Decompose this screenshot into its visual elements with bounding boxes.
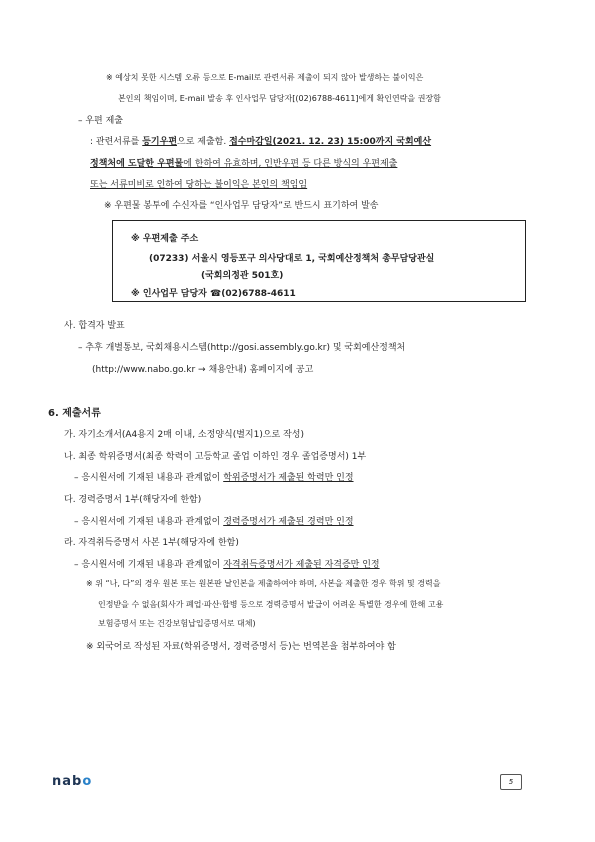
logo-text: nab: [52, 774, 83, 789]
mail-address-box: [112, 220, 526, 302]
doc-ga: 가. 자기소개서(A4용지 2매 이내, 소정양식(별지1)으로 작성): [64, 430, 304, 440]
doc-na: 나. 최종 학위증명서(최종 학력이 고등학교 졸업 이하인 경우 졸업증명서) 1부: [64, 452, 367, 462]
logo-o: o: [82, 774, 93, 789]
box-room: (국회의정관 501호): [201, 271, 284, 281]
doc-na-sub-a: – 응시원서에 기재된 내용과 관계없이: [74, 473, 224, 483]
doc-ra-sub-b: 자격취득증명서가 제출된 자격증만 인정: [223, 560, 380, 570]
email-note-line2: 본인의 책임이며, E-mail 발송 후 인사업무 담당자[(02)6788-4611]에게 확인연락을 권장함: [118, 94, 441, 103]
mail-line1-a: : 관련서류를: [90, 137, 143, 147]
doc-da-sub: [74, 514, 354, 527]
arrival-condition-text: 정책처에 도달한 우편물: [90, 159, 184, 169]
doc-note2: ※ 외국어로 작성된 자료(학위증명서, 경력증명서 등)는 번역본을 첨부하여야 함: [86, 642, 396, 652]
doc-ra: 라. 자격취득증명서 사본 1부(해당자에 한함): [64, 538, 239, 548]
nabo-logo: [52, 774, 92, 789]
doc-na-sub-b: 학위증명서가 제출된 학력만 인정: [223, 473, 354, 483]
section-sa-heading: 사. 합격자 발표: [64, 321, 125, 331]
box-line1: ※ 우편제출 주소: [131, 234, 199, 244]
doc-ra-sub-a: – 응시원서에 기재된 내용과 관계없이: [74, 560, 224, 570]
box-address: (07233) 서울시 영등포구 의사당대로 1, 국회예산정책처 총무담당관실: [149, 254, 435, 264]
registered-mail-text: 등기우편: [142, 137, 178, 147]
doc-note1-line2: 인정받을 수 없음(회사가 폐업·파산·합병 등으로 경력증명서 발급이 어려운 특별한 경우에 한해 고용: [98, 600, 444, 609]
mail-line3: 또는 서류미비로 인하여 당하는 불이익은 본인의 책임임: [90, 180, 308, 190]
mail-line2: [90, 156, 397, 169]
doc-na-sub: [74, 470, 354, 483]
section-sa-line1: – 추후 개별통보, 국회채용시스템(http://gosi.assembly.go.kr) 및 국회예산정책처: [78, 343, 406, 353]
doc-da-sub-b: 경력증명서가 제출된 경력만 인정: [223, 517, 354, 527]
doc-note1-line3: 보험증명서 또는 건강보험납입증명서로 대체): [98, 619, 256, 628]
page-number: 5: [500, 774, 522, 790]
doc-ra-sub: [74, 557, 380, 570]
section6-heading: 6. 제출서류: [48, 408, 101, 419]
mail-line1: [90, 134, 431, 147]
box-contact: ※ 인사업무 담당자 ☎(02)6788-4611: [131, 289, 296, 299]
doc-da: 다. 경력증명서 1부(해당자에 한함): [64, 495, 202, 505]
doc-note1-line1: ※ 위 “나, 다”의 경우 원본 또는 원본판 날인본을 제출하여야 하며, 사본을 제출한 경우 학위 및 경력을: [86, 579, 441, 588]
doc-da-sub-a: – 응시원서에 기재된 내용과 관계없이: [74, 517, 224, 527]
mail-line2-b: 에 한하여 유효하며, 인반우편 등 다른 방식의 우편제출: [183, 159, 398, 169]
section-sa-line2: (http://www.nabo.go.kr → 채용안내) 홈페이지에 공고: [92, 365, 314, 375]
deadline-text: 접수마감일(2021. 12. 23) 15:00까지 국회예산: [229, 137, 432, 147]
mail-line1-c: 으로 제출함.: [177, 137, 230, 147]
mail-submission-heading: – 우편 제출: [78, 116, 123, 126]
mail-envelope-note: ※ 우편물 봉투에 수신자를 “인사업무 담당자”로 반드시 표기하여 발송: [104, 201, 379, 211]
email-note-line1: ※ 예상치 못한 시스템 오류 등으로 E-mail로 관련서류 제출이 되지 않아 발생하는 불이익은: [106, 73, 424, 82]
